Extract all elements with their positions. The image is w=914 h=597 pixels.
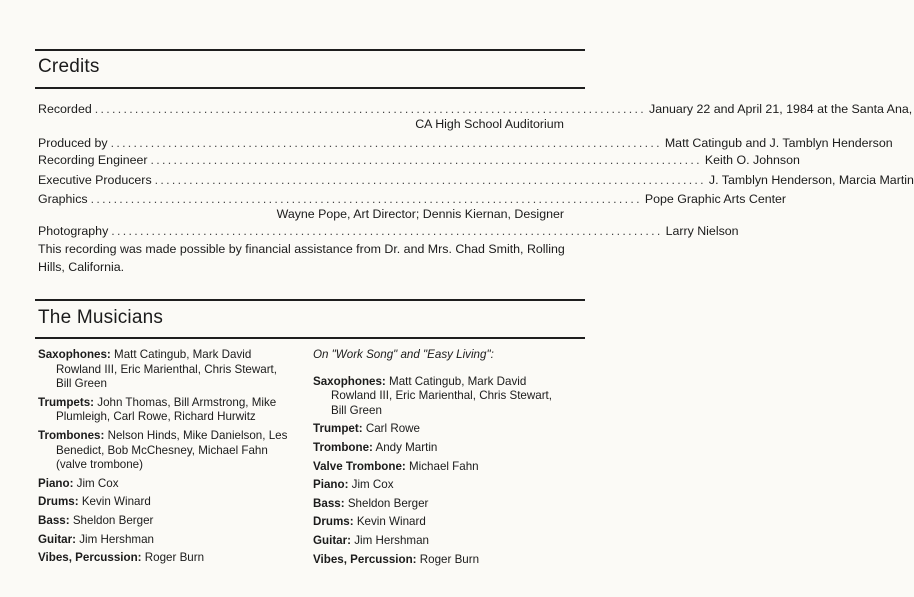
dot-leader: ................................................................................................ <box>111 224 663 238</box>
player-names: Andy Martin <box>375 440 438 454</box>
credit-recorded <box>38 102 913 132</box>
player-names: Roger Burn <box>144 551 205 565</box>
credit-value: Pope Graphic Arts Center <box>644 192 787 206</box>
financial-assistance-note: This recording was made possible by financial assistance from Dr. and Mrs. Chad Smith, Rolling Hills, California. <box>38 242 565 274</box>
player-names: Sheldon Berger <box>72 513 154 527</box>
instrument-label: Trombones: <box>38 428 105 442</box>
player-names-continued: Plumleigh, Carl Rowe, Richard Hurwitz <box>56 410 256 424</box>
musicians-left-column <box>38 348 300 570</box>
player-names: Michael Fahn <box>409 459 479 473</box>
credit-value: Larry Nielson <box>665 224 739 238</box>
player-names-continued: Bill Green <box>331 403 382 417</box>
credit-label: Produced by <box>38 136 108 150</box>
musician-entry <box>38 396 300 425</box>
musician-entry <box>313 515 575 530</box>
player-names-continued: Rowland III, Eric Marienthal, Chris Stewart, <box>331 389 553 403</box>
instrument-label: Guitar: <box>38 532 77 546</box>
instrument-label: Vibes, Percussion: <box>313 552 417 566</box>
musician-entry <box>38 348 300 392</box>
instrument-label: Valve Trombone: <box>313 459 406 473</box>
instrument-label: Saxophones: <box>38 348 111 361</box>
player-names-continued: Rowland III, Eric Marienthal, Chris Stewart, <box>56 362 278 376</box>
instrument-label: Piano: <box>38 476 74 490</box>
credit-value-continued: Wayne Pope, Art Director; Dennis Kiernan, Designer <box>276 207 564 221</box>
credit-value: January 22 and April 21, 1984 at the Santa Ana, <box>649 102 913 116</box>
musician-entry <box>313 553 575 568</box>
musicians-bottom-rule <box>35 337 585 339</box>
instrument-label: Drums: <box>313 515 354 529</box>
musician-entry <box>38 495 300 510</box>
credit-label: Recording Engineer <box>38 153 148 167</box>
musicians-right-column <box>313 348 575 571</box>
instrument-label: Trumpet: <box>313 422 363 436</box>
player-names: Jim Hershman <box>354 533 429 547</box>
musician-entry <box>313 422 575 437</box>
credit-value: Keith O. Johnson <box>704 153 800 167</box>
credit-value-continued: CA High School Auditorium <box>415 117 564 131</box>
musician-entry <box>313 534 575 549</box>
credit-value: J. Tamblyn Henderson, Marcia Martin <box>708 173 914 187</box>
instrument-label: Piano: <box>313 478 349 492</box>
instrument-label: Trombone: <box>313 440 373 454</box>
instrument-label: Trumpets: <box>38 395 95 409</box>
credit-recording-engineer <box>38 153 800 168</box>
musician-entry <box>38 514 300 529</box>
player-names: Matt Catingub, Mark David <box>389 374 527 388</box>
musician-entry <box>313 460 575 475</box>
musicians-title: The Musicians <box>38 307 164 328</box>
player-names: Jim Hershman <box>79 532 154 546</box>
player-names-continued: Bill Green <box>56 377 107 391</box>
musician-entry <box>313 497 575 512</box>
instrument-label: Vibes, Percussion: <box>38 551 142 565</box>
dot-leader: ................................................................................................ <box>110 136 662 150</box>
instrument-label: Bass: <box>313 496 345 510</box>
musician-entry <box>313 441 575 456</box>
credit-label: Executive Producers <box>38 173 152 187</box>
instrument-label: Drums: <box>38 495 79 509</box>
musician-entry <box>38 429 300 473</box>
credit-label: Photography <box>38 224 109 238</box>
player-names: Sheldon Berger <box>347 496 429 510</box>
player-names: Jim Cox <box>76 476 119 490</box>
musician-entry <box>313 478 575 493</box>
musician-entry <box>313 375 575 419</box>
player-names: John Thomas, Bill Armstrong, Mike <box>97 395 277 409</box>
instrument-label: Guitar: <box>313 533 352 547</box>
player-names: Kevin Winard <box>356 515 426 529</box>
musician-entry <box>38 533 300 548</box>
dot-leader: ................................................................................................ <box>150 153 702 167</box>
credit-executive-producers <box>38 173 914 188</box>
credit-produced-by <box>38 136 893 151</box>
credits-top-rule <box>35 49 585 51</box>
credits-bottom-rule <box>35 87 585 89</box>
right-column-heading: On "Work Song" and "Easy Living": <box>313 348 494 361</box>
instrument-label: Saxophones: <box>313 374 386 388</box>
credit-label: Recorded <box>38 102 92 116</box>
credit-value: Matt Catingub and J. Tamblyn Henderson <box>664 136 893 150</box>
instrument-label: Bass: <box>38 513 70 527</box>
credit-graphics <box>38 192 787 222</box>
player-names: Kevin Winard <box>81 495 151 509</box>
dot-leader: ................................................................................................ <box>94 102 647 116</box>
player-names: Jim Cox <box>351 478 394 492</box>
musicians-top-rule <box>35 299 585 301</box>
credit-label: Graphics <box>38 192 88 206</box>
dot-leader: ................................................................................................ <box>90 192 642 206</box>
credit-photography <box>38 224 739 239</box>
player-names-continued: Benedict, Bob McChesney, Michael Fahn <box>56 443 268 457</box>
credits-title: Credits <box>38 56 100 77</box>
player-names: Matt Catingub, Mark David <box>114 348 252 361</box>
dot-leader: ................................................................................................ <box>154 173 706 187</box>
player-names: Carl Rowe <box>365 422 420 436</box>
musician-entry <box>38 477 300 492</box>
musician-entry <box>38 551 300 566</box>
player-names-continued: (valve trombone) <box>56 458 143 472</box>
player-names: Nelson Hinds, Mike Danielson, Les <box>107 428 288 442</box>
player-names: Roger Burn <box>419 552 480 566</box>
